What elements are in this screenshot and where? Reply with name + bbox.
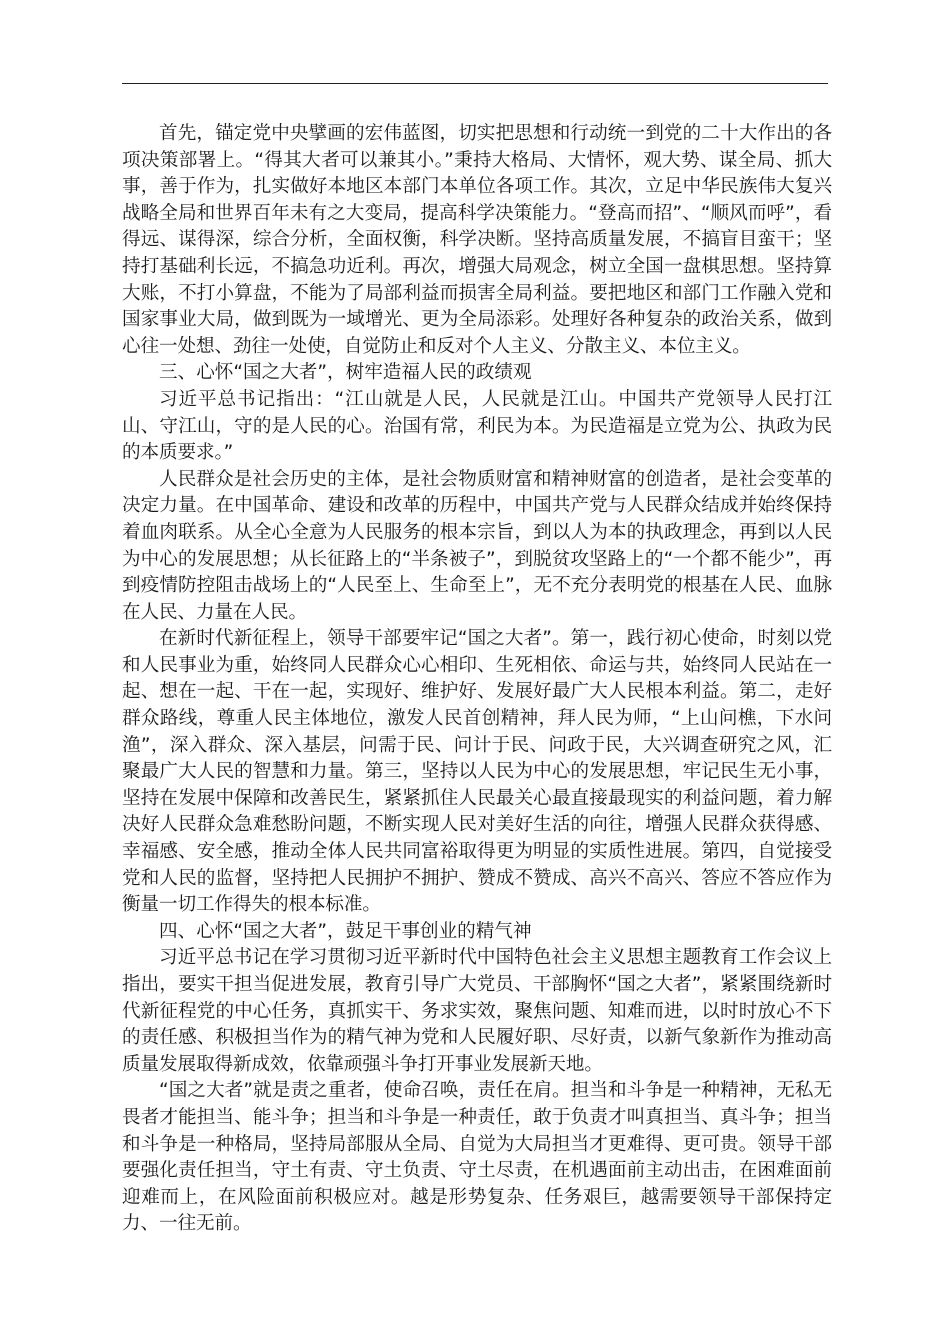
section-heading-4: 四、心怀“国之大者”，鼓足干事创业的精气神 [159, 920, 532, 942]
paragraph-people-masses: 人民群众是社会历史的主体，是社会物质财富和精神财富的创造者，是社会变革的决定力量。在中国革命、建设和改革的历程中，中国共产党与人民群众结成并始终保持着血肉联系。从全心全意为人民服务的根本宗旨，到以人为本的执政理念，再到以人民为中心的发展思想；从长征路上的“半条被子”，到脱贫攻坚路上的“一个都不能少”，再到疫情防控阻击战场上的“人民至上、生命至上”，无不充分表明党的根基在人民、血脉在人民、力量在人民。 [122, 468, 832, 623]
paragraph-strategic-vision: 首先，锚定党中央擘画的宏伟蓝图，切实把思想和行动统一到党的二十大作出的各项决策部署上。“得其大者可以兼其小。”秉持大格局、大情怀，观大势、谋全局、抓大事，善于作为，扎实做好本地区本部门本单位各项工作。其次，立足中华民族伟大复兴战略全局和世界百年未有之大变局，提高科学决策能力。“登高而招”、“顺风而呼”，看得远、谋得深，综合分析，全面权衡，科学决断。坚持高质量发展，不搞盲目蛮干；坚持打基础利长远，不搞急功近利。再次，增强大局观念，树立全国一盘棋思想。坚持算大账，不打小算盘，不能为了局部利益而损害全局利益。要把地区和部门工作融入党和国家事业大局，做到既为一域增光、更为全局添彩。处理好各种复杂的政治关系，做到心往一处想、劲往一处使，自觉防止和反对个人主义、分散主义、本位主义。 [122, 123, 832, 357]
paragraph-quote-people: 习近平总书记指出：“江山就是人民，人民就是江山。中国共产党领导人民打江山、守江山，守的是人民的心。治国有常，利民为本。为民造福是立党为公、执政为民的本质要求。” [122, 388, 832, 464]
paragraph-education-conference: 习近平总书记在学习贯彻习近平新时代中国特色社会主义思想主题教育工作会议上指出，要实干担当促进发展，教育引导广大党员、干部胸怀“国之大者”，紧紧围绕新时代新征程党的中心任务，真抓实干、务求实效，聚焦问题、知难而进，以时时放心不下的责任感、积极担当作为的精气神为党和人民履好职、尽好责，以新气象新作为推动高质量发展取得新成效，依靠顽强斗争打开事业发展新天地。 [122, 947, 832, 1075]
paragraph-responsibility: “国之大者”就是责之重者，使命召唤，责任在肩。担当和斗争是一种精神，无私无畏者才能担当、能斗争；担当和斗争是一种责任，敢于负责才叫真担当、真斗争；担当和斗争是一种格局，坚持局部服从全局、自觉为大局担当才更难得、更可贵。领导干部要强化责任担当，守土有责、守土负责、守土尽责，在机遇面前主动出击，在困难面前迎难而上，在风险面前积极应对。越是形势复杂、任务艰巨，越需要领导干部保持定力、一往无前。 [122, 1080, 832, 1235]
document-body [122, 121, 832, 1238]
section-heading-3: 三、心怀“国之大者”，树牢造福人民的政绩观 [159, 362, 532, 384]
header-rule [122, 83, 828, 84]
paragraph-new-era-duties: 在新时代新征程上，领导干部要牢记“国之大者”。第一，践行初心使命，时刻以党和人民事业为重，始终同人民群众心心相印、生死相依、命运与共，始终同人民站在一起、想在一起、干在一起，实现好、维护好、发展好最广大人民根本利益。第二，走好群众路线，尊重人民主体地位，激发人民首创精神，拜人民为师，“上山问樵，下水问渔”，深入群众、深入基层，问需于民、问计于民、问政于民，大兴调查研究之风，汇聚最广大人民的智慧和力量。第三，坚持以人民为中心的发展思想，牢记民生无小事，坚持在发展中保障和改善民生，紧紧抓住人民最关心最直接最现实的利益问题，着力解决好人民群众急难愁盼问题，不断实现人民对美好生活的向往，增强人民群众获得感、幸福感、安全感，推动全体人民共同富裕取得更为明显的实质性进展。第四，自觉接受党和人民的监督，坚持把人民拥护不拥护、赞成不赞成、高兴不高兴、答应不答应作为衡量一切工作得失的根本标准。 [122, 628, 832, 916]
